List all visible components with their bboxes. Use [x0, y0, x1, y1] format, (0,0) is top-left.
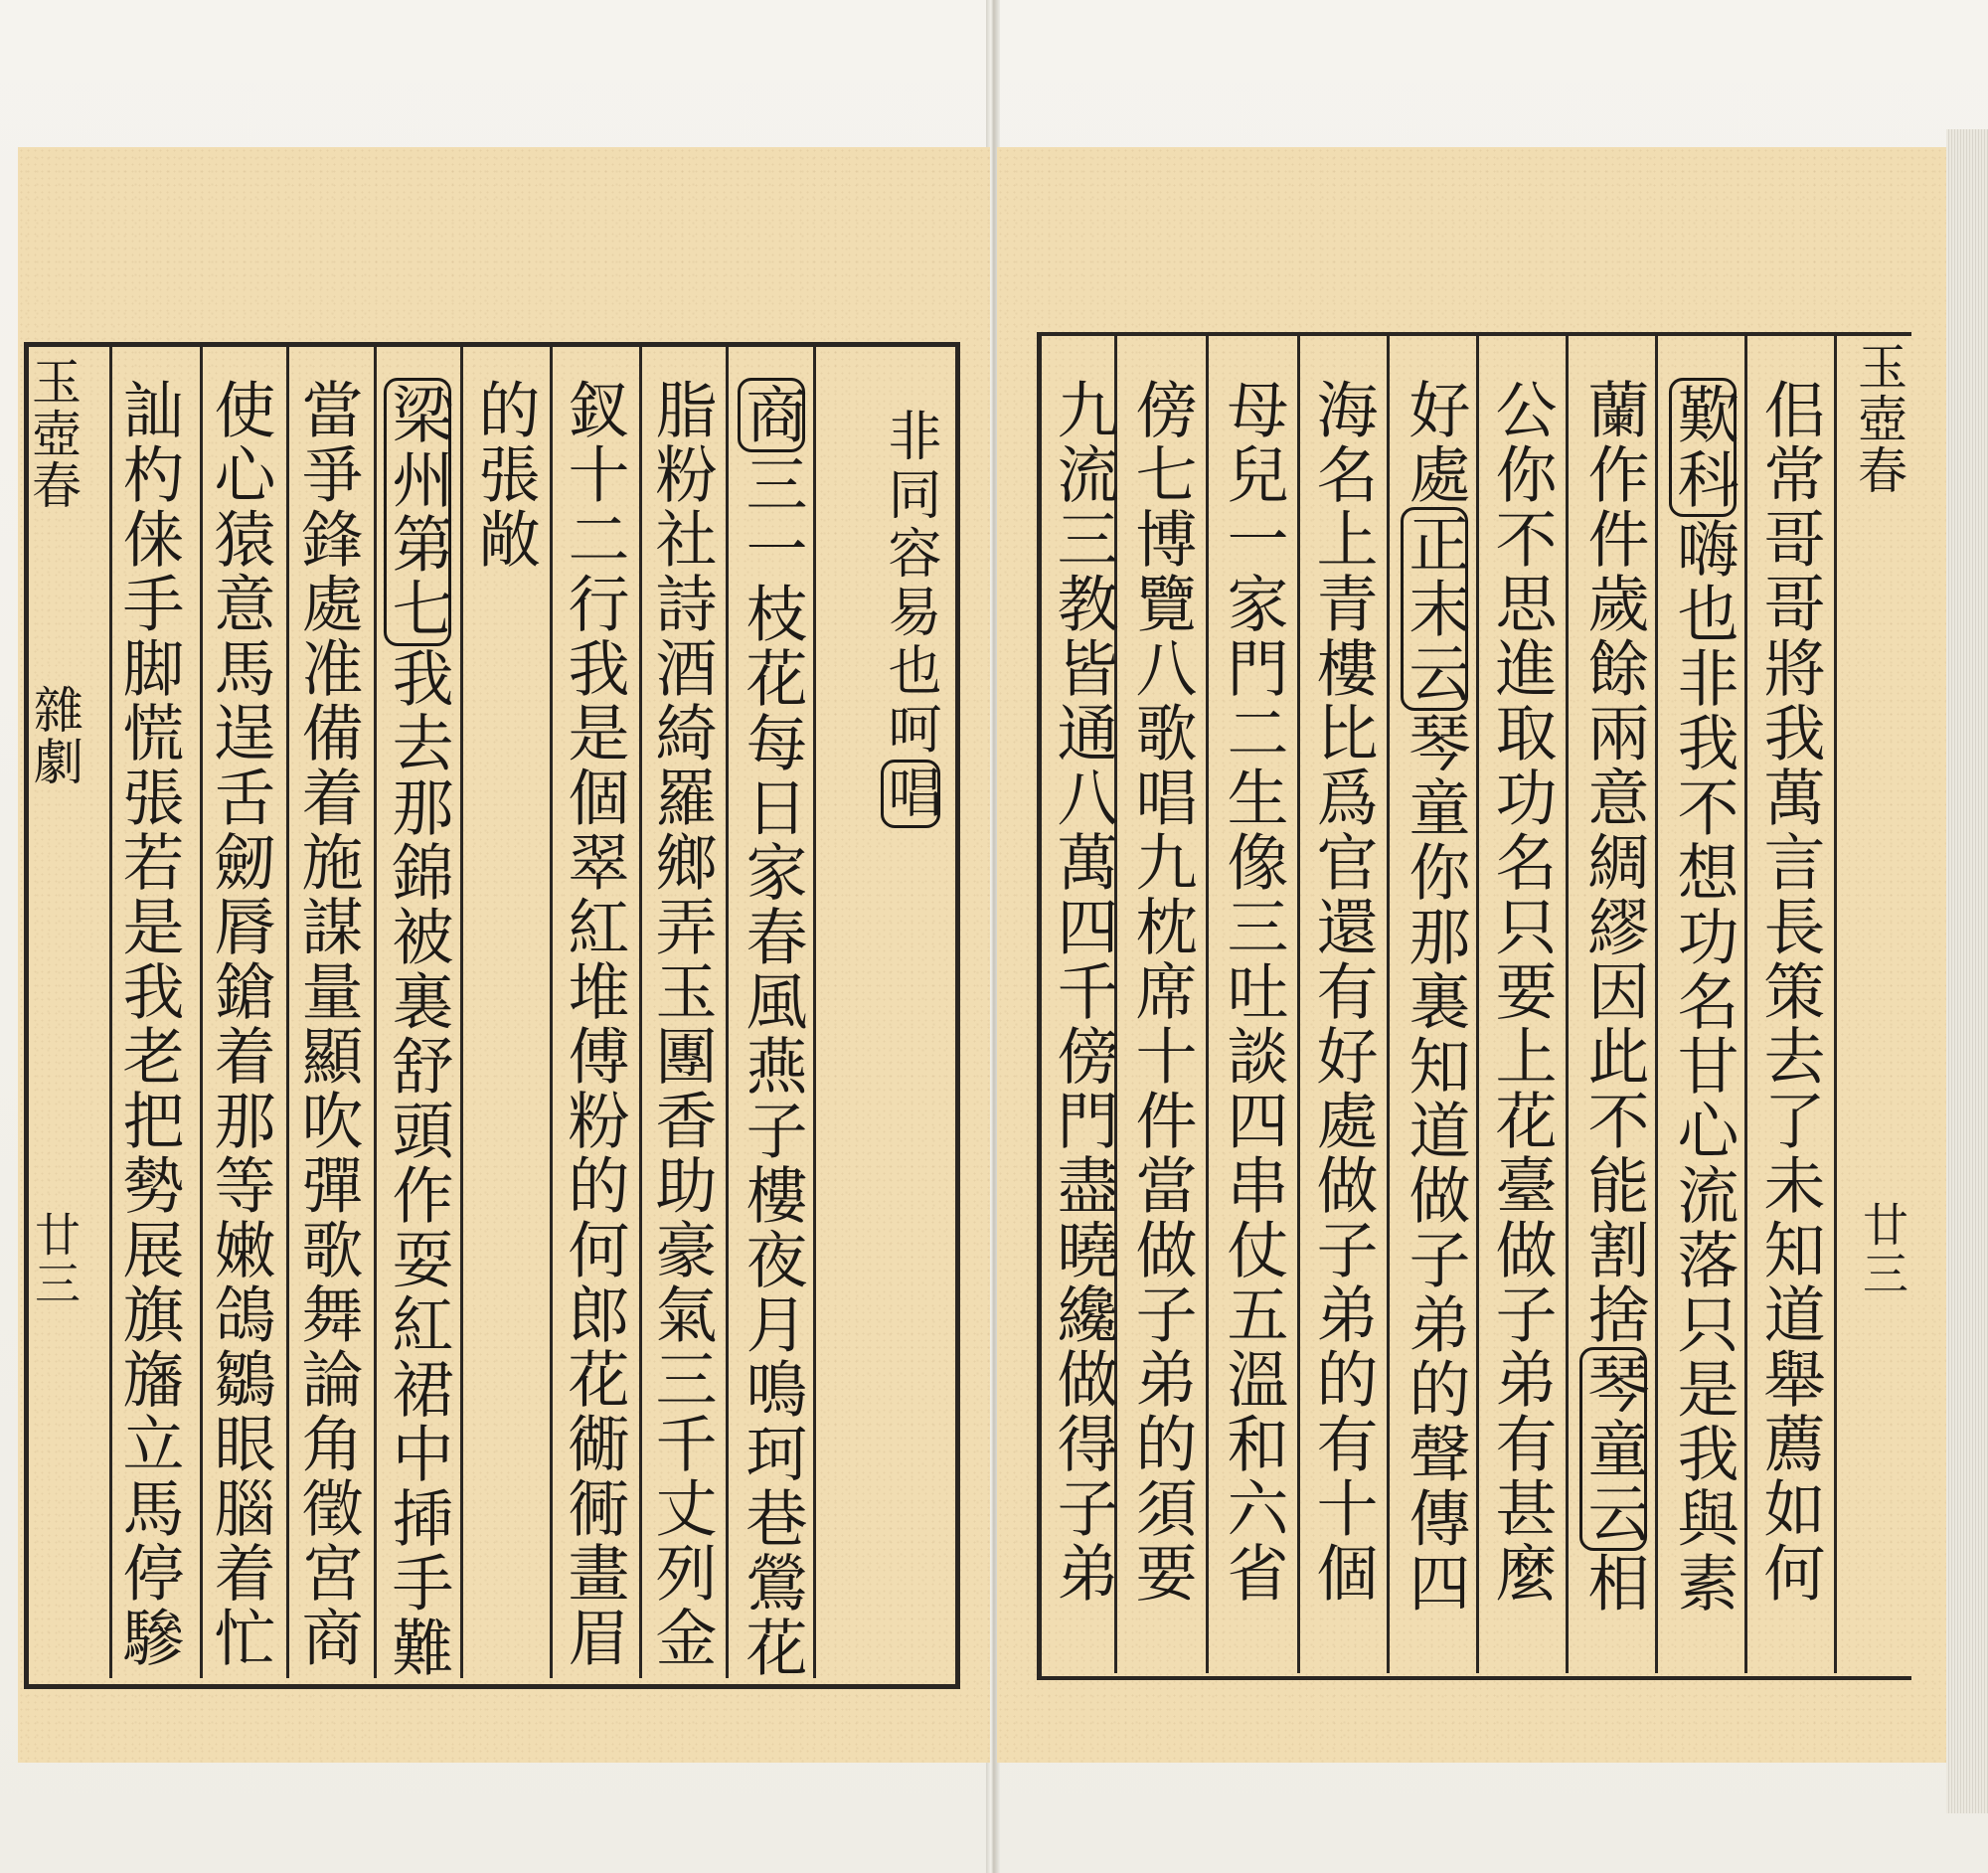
text-column	[736, 378, 808, 1680]
column-rule	[1387, 336, 1390, 1673]
text-column	[645, 378, 718, 1670]
column-text: 相	[1577, 1551, 1650, 1616]
column-rule	[200, 346, 203, 1678]
text-column	[1667, 378, 1740, 1616]
text-column	[1306, 378, 1379, 1606]
column-rule	[1206, 336, 1209, 1673]
column-rule	[1655, 336, 1658, 1673]
text-column	[1399, 378, 1471, 1616]
column-rule	[1744, 336, 1747, 1673]
frame-left	[1037, 332, 1042, 1679]
column-text: 當爭鋒處准備着施謀量顯吹彈歌舞論角徵宮商	[291, 378, 364, 1670]
column-rule	[460, 346, 463, 1678]
column-text: 琴童你那裏知道做子弟的聲傳四	[1399, 711, 1471, 1616]
text-column	[1125, 378, 1198, 1606]
bottom-border	[1037, 1676, 1911, 1680]
column-rule	[1834, 336, 1837, 1673]
column-rule	[813, 346, 816, 1678]
folio-number: 廿三	[28, 1211, 82, 1308]
column-text: 使心猿意馬逞舌劒脣鎗着那等嫩鴿鶵眼腦着忙	[204, 378, 276, 1670]
role-marker: 歎科	[1669, 378, 1737, 517]
column-text: 訕杓俫手脚慌張若是我老把勢展旗旛立馬停驂	[112, 378, 185, 1670]
folio-number: 廿三	[1856, 1201, 1909, 1298]
column-text: 公你不思進取功名只要上花臺做子弟有甚麼	[1485, 378, 1558, 1606]
column-text: 蘭作件歲餘兩意綢繆因此不能割捨	[1577, 378, 1650, 1347]
column-text: 脂粉社詩酒綺羅鄉弄玉團香助豪氣三千丈列金	[645, 378, 718, 1670]
text-column	[382, 378, 454, 1680]
column-text: 嗨也非我不想功名甘心流落只是我與素	[1667, 517, 1740, 1616]
text-column	[1753, 378, 1826, 1606]
column-text: 我去那錦被裏舒頭作耍紅裙中揷手難	[382, 646, 454, 1680]
text-column	[881, 408, 940, 828]
column-text: 九流三教皆通八萬四千傍門盡曉纔做得子弟	[1047, 378, 1119, 1606]
text-column	[291, 378, 364, 1670]
right-page	[997, 147, 1946, 1763]
column-text: 母兒一家門二生像三吐談四串仗五溫和六省	[1217, 378, 1289, 1606]
text-column	[468, 378, 541, 572]
text-column	[1485, 378, 1558, 1606]
column-rule	[726, 346, 729, 1678]
column-text: 傍七博覽八歌唱九枕席十件當做子弟的須要	[1125, 378, 1198, 1606]
role-marker: 琴童云	[1579, 1347, 1647, 1551]
text-column	[112, 378, 185, 1670]
column-text: 好處	[1399, 378, 1471, 507]
page-edges	[1946, 129, 1988, 1813]
left-page	[18, 147, 990, 1763]
text-column	[204, 378, 276, 1670]
column-rule	[639, 346, 642, 1678]
column-text: 的張敞	[468, 378, 541, 572]
column-text: 釵十二行我是個翠紅堆傅粉的何郎花衚衕畫眉	[558, 378, 630, 1670]
role-marker: 商	[738, 378, 805, 452]
column-rule	[286, 346, 289, 1678]
column-text: 海名上青樓比爲官還有好處做子弟的有十個	[1306, 378, 1379, 1606]
role-marker: 唱	[881, 760, 940, 828]
margin-title: 玉壺春	[24, 356, 82, 511]
column-text: 佀常哥哥將我萬言長策去了未知道舉薦如何	[1753, 378, 1826, 1606]
text-column	[1577, 378, 1650, 1616]
column-rule	[1476, 336, 1479, 1673]
column-rule	[374, 346, 377, 1678]
column-text: 三一枝花每日家春風燕子樓夜月鳴珂巷鶯花	[736, 452, 808, 1680]
column-rule	[550, 346, 553, 1678]
margin-title: 玉壺春	[1850, 341, 1907, 496]
text-column	[1047, 378, 1119, 1606]
column-rule	[1297, 336, 1300, 1673]
margin-section: 雜劇	[26, 684, 83, 787]
role-marker: 正末云	[1401, 507, 1468, 711]
column-text: 非同容易也呵	[880, 408, 942, 760]
text-column	[558, 378, 630, 1670]
top-border	[1037, 332, 1911, 336]
role-marker: 梁州第七	[384, 378, 451, 646]
text-column	[1217, 378, 1289, 1606]
column-rule	[1566, 336, 1569, 1673]
